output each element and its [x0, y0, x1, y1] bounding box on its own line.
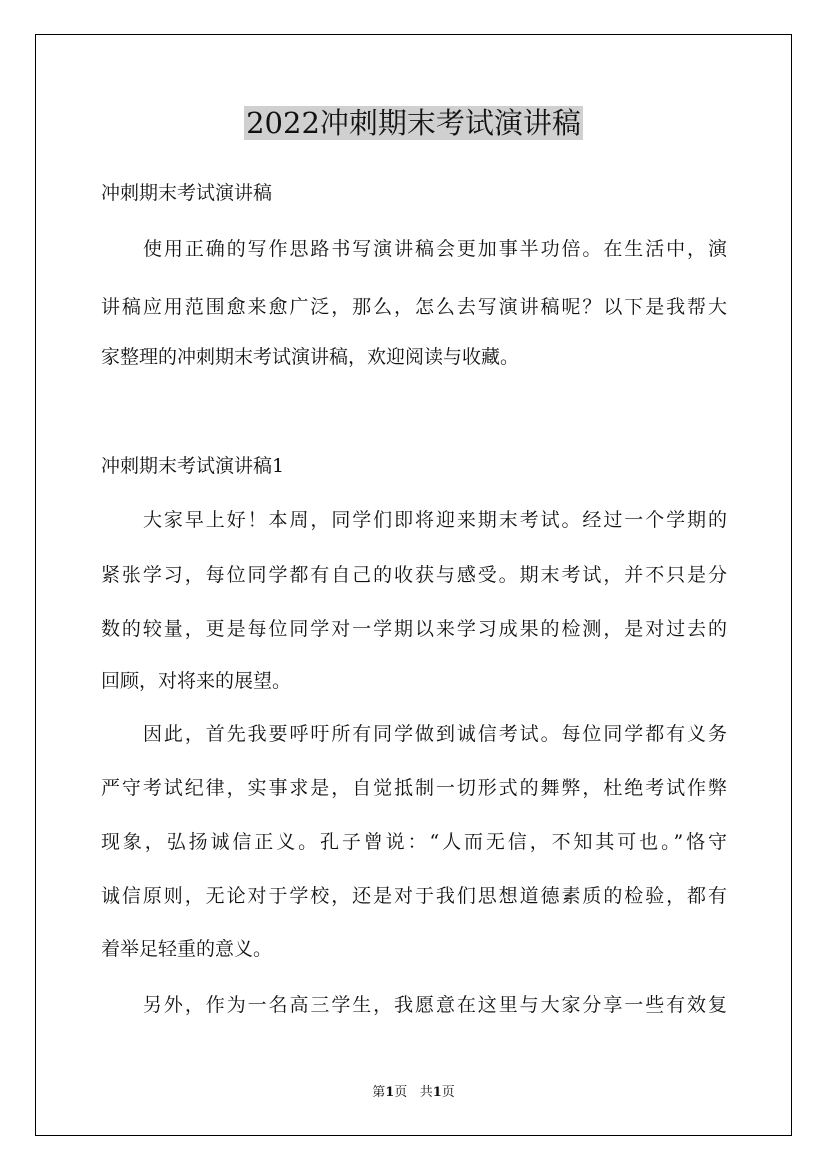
para2-line-3: 现象，弘扬诚信正义。孔子曾说：“人而无信，不知其可也。”恪守 — [101, 831, 727, 853]
para2-line-4: 诚信原则，无论对于学校，还是对于我们思想道德素质的检验，都有 — [101, 885, 727, 907]
footer-page-number: 1 — [385, 1085, 395, 1100]
para1-line-3: 数的较量，更是每位同学对一学期以来学习成果的检测，是对过去的 — [101, 618, 727, 640]
para2-line-5: 着举足轻重的意义。 — [101, 938, 273, 960]
footer-total-suffix: 页 — [441, 1085, 455, 1100]
section-heading: 冲刺期末考试演讲稿1 — [101, 455, 285, 477]
intro-line-2: 讲稿应用范围愈来愈广泛，那么，怎么去写演讲稿呢？以下是我帮大 — [101, 296, 727, 318]
subheading: 冲刺期末考试演讲稿 — [101, 182, 273, 204]
para1-line-4: 回顾，对将来的展望。 — [101, 670, 292, 692]
para2-line-1: 因此，首先我要呼吁所有同学做到诚信考试。每位同学都有义务 — [143, 723, 727, 745]
para1-line-2: 紧张学习，每位同学都有自己的收获与感受。期末考试，并不只是分 — [101, 564, 727, 586]
footer-total-prefix: 共 — [419, 1085, 433, 1100]
para1-line-1: 大家早上好！本周，同学们即将迎来期末考试。经过一个学期的 — [143, 509, 727, 531]
intro-line-3: 家整理的冲刺期末考试演讲稿，欢迎阅读与收藏。 — [101, 346, 520, 368]
document-title-text: 2022冲刺期末考试演讲稿 — [246, 106, 581, 140]
footer-total-number: 1 — [432, 1085, 442, 1100]
page-footer — [0, 1085, 827, 1101]
intro-line-1: 使用正确的写作思路书写演讲稿会更加事半功倍。在生活中，演 — [143, 238, 727, 260]
para3-line-1: 另外，作为一名高三学生，我愿意在这里与大家分享一些有效复 — [143, 994, 727, 1016]
para2-line-2: 严守考试纪律，实事求是，自觉抵制一切形式的舞弊，杜绝考试作弊 — [101, 777, 727, 799]
footer-page-suffix: 页 — [394, 1085, 408, 1100]
footer-page-prefix: 第 — [372, 1085, 386, 1100]
document-title — [0, 104, 827, 142]
